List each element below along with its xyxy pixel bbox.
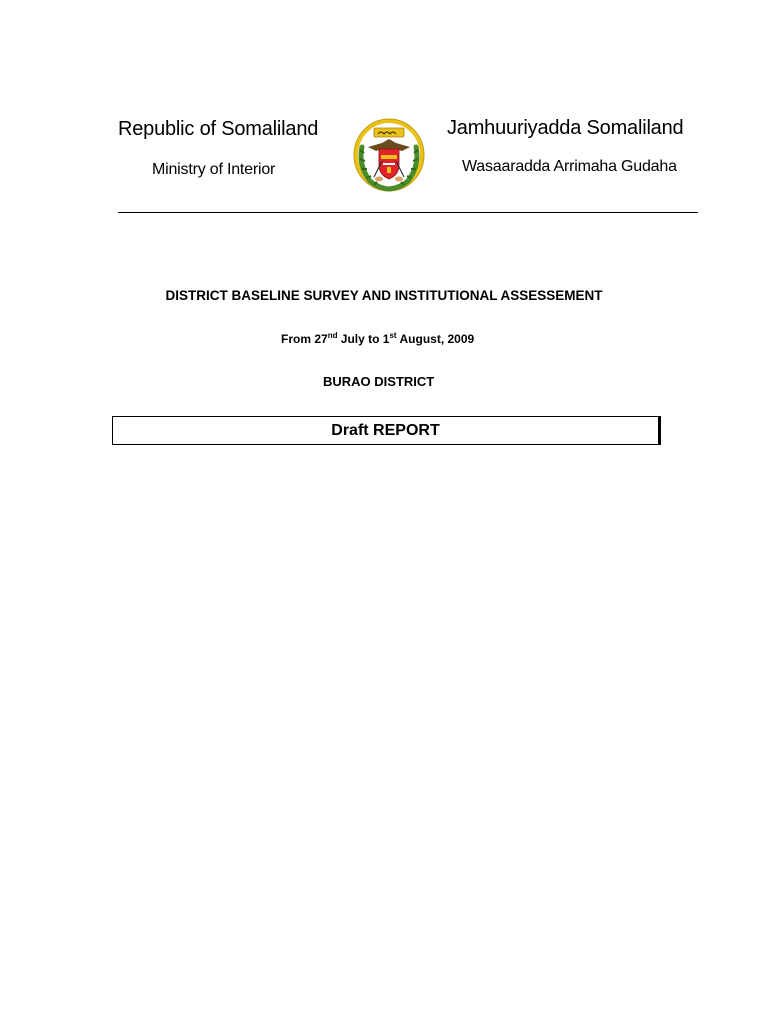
wasaaradda-subtitle: Wasaaradda Arrimaha Gudaha <box>462 158 677 175</box>
date-to-suffix: st <box>389 331 397 340</box>
survey-title <box>0 288 768 303</box>
survey-title-text: DISTRICT BASELINE SURVEY AND INSTITUTIONAL ASSESSEMENT <box>165 288 603 303</box>
draft-report-label: Draft REPORT <box>331 422 440 439</box>
header-divider <box>118 212 698 213</box>
ministry-subtitle: Ministry of Interior <box>152 161 276 178</box>
date-from-prefix: From 27 <box>281 332 328 346</box>
somaliland-coat-of-arms-icon <box>352 117 426 193</box>
jamhuuriyadda-title: Jamhuuriyadda Somaliland <box>447 117 684 139</box>
republic-title: Republic of Somaliland <box>118 118 319 140</box>
date-end: August, 2009 <box>396 332 475 346</box>
date-middle: July to 1 <box>337 332 390 346</box>
draft-report-box <box>112 416 659 445</box>
date-from-suffix: nd <box>327 331 338 340</box>
survey-dates <box>281 332 474 346</box>
district-name: BURAO DISTRICT <box>323 374 435 389</box>
